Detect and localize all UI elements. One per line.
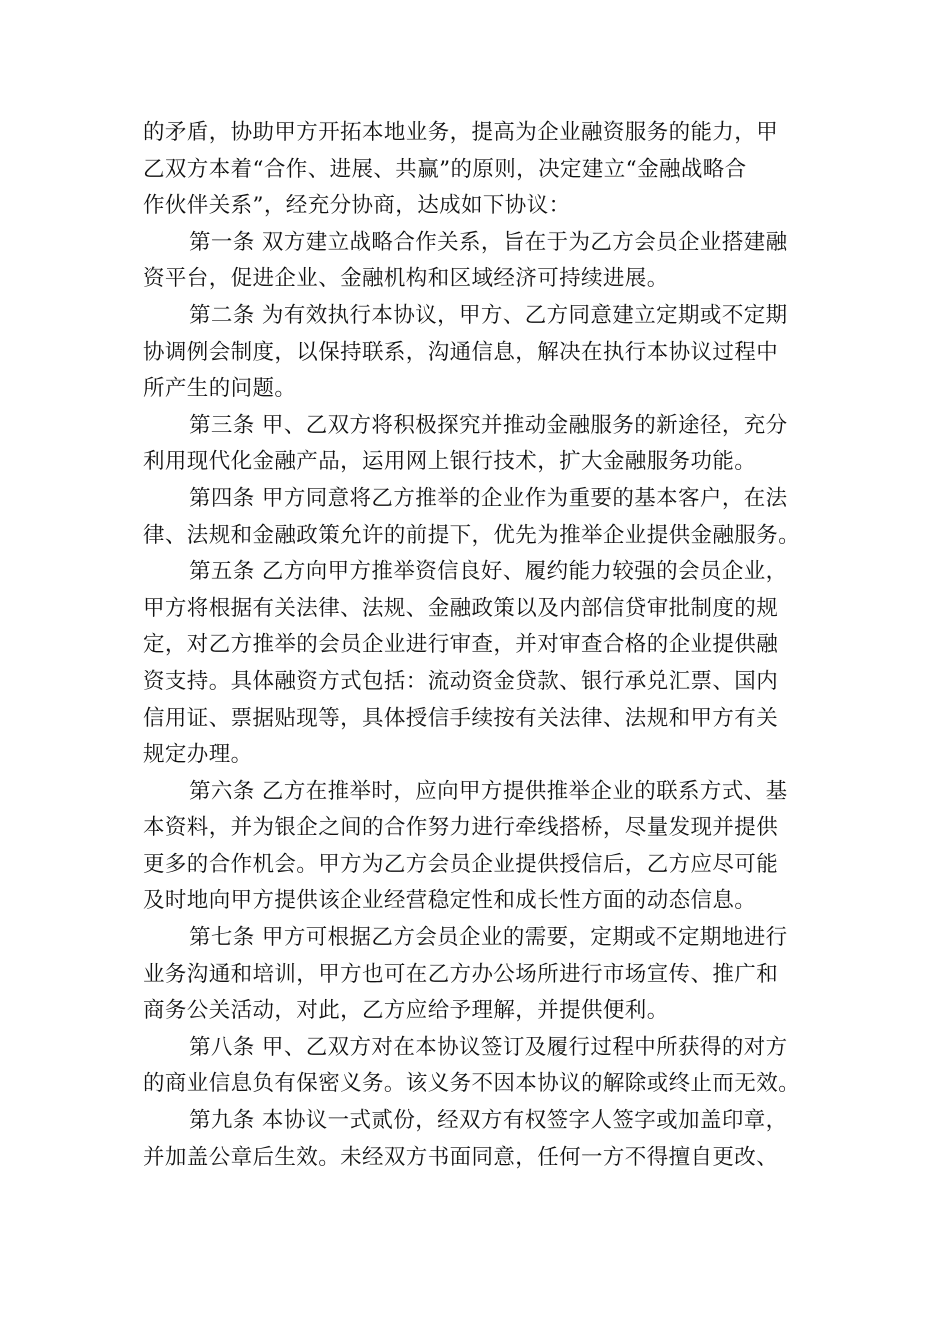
agreement-body <box>143 115 813 1176</box>
article-2-line: 第二条 为有效执行本协议，甲方、乙方同意建立定期或不定期 <box>189 302 788 328</box>
text-line: 资平台，促进企业、金融机构和区域经济可持续进展。 <box>143 266 669 292</box>
text-line: 律、法规和金融政策允许的前提下，优先为推举企业提供金融服务。 <box>143 522 801 548</box>
text-line: 乙双方本着“合作、进展、共赢”的原则，决定建立“金融战略合 <box>143 156 747 182</box>
text-line: 信用证、票据贴现等，具体授信手续按有关法律、法规和甲方有关 <box>143 705 779 731</box>
article-5-line: 第五条 乙方向甲方推举资信良好、履约能力较强的会员企业， <box>189 559 788 585</box>
text-line: 商务公关活动，对此，乙方应给予理解，并提供便利。 <box>143 998 669 1024</box>
text-line: 甲方将根据有关法律、法规、金融政策以及内部信贷审批制度的规 <box>143 595 779 621</box>
article-7-line: 第七条 甲方可根据乙方会员企业的需要，定期或不定期地进行 <box>189 925 788 951</box>
text-line: 并加盖公章后生效。未经双方书面同意，任何一方不得擅自更改、 <box>143 1144 779 1170</box>
text-line: 利用现代化金融产品，运用网上银行技术，扩大金融服务功能。 <box>143 449 757 475</box>
text-line: 所产生的问题。 <box>143 376 297 402</box>
article-1-line: 第一条 双方建立战略合作关系，旨在于为乙方会员企业搭建融 <box>189 229 788 255</box>
text-line: 的商业信息负有保密义务。该义务不因本协议的解除或终止而无效。 <box>143 1071 801 1097</box>
text-line: 定，对乙方推举的会员企业进行审查，并对审查合格的企业提供融 <box>143 632 779 658</box>
text-line: 更多的合作机会。甲方为乙方会员企业提供授信后，乙方应尽可能 <box>143 851 779 877</box>
article-6-line: 第六条 乙方在推举时，应向甲方提供推举企业的联系方式、基 <box>189 778 788 804</box>
text-line: 及时地向甲方提供该企业经营稳定性和成长性方面的动态信息。 <box>143 888 757 914</box>
text-line: 规定办理。 <box>143 742 253 768</box>
article-3-line: 第三条 甲、乙双方将积极探究并推动金融服务的新途径，充分 <box>189 412 788 438</box>
text-line: 资支持。具体融资方式包括：流动资金贷款、银行承兑汇票、国内 <box>143 668 779 694</box>
article-9-line: 第九条 本协议一式贰份，经双方有权签字人签字或加盖印章， <box>189 1108 788 1134</box>
article-8-line: 第八条 甲、乙双方对在本协议签订及履行过程中所获得的对方 <box>189 1034 788 1060</box>
text-line: 业务沟通和培训，甲方也可在乙方办公场所进行市场宣传、推广和 <box>143 961 779 987</box>
text-line: 协调例会制度，以保持联系，沟通信息，解决在执行本协议过程中 <box>143 339 779 365</box>
text-line: 的矛盾，协助甲方开拓本地业务，提高为企业融资服务的能力，甲 <box>143 120 779 145</box>
text-line: 作伙伴关系”，经充分协商，达成如下协议： <box>143 193 571 219</box>
article-4-line: 第四条 甲方同意将乙方推举的企业作为重要的基本客户，在法 <box>189 485 788 511</box>
text-line: 本资料，并为银企之间的合作努力进行牵线搭桥，尽量发现并提供 <box>143 815 779 841</box>
